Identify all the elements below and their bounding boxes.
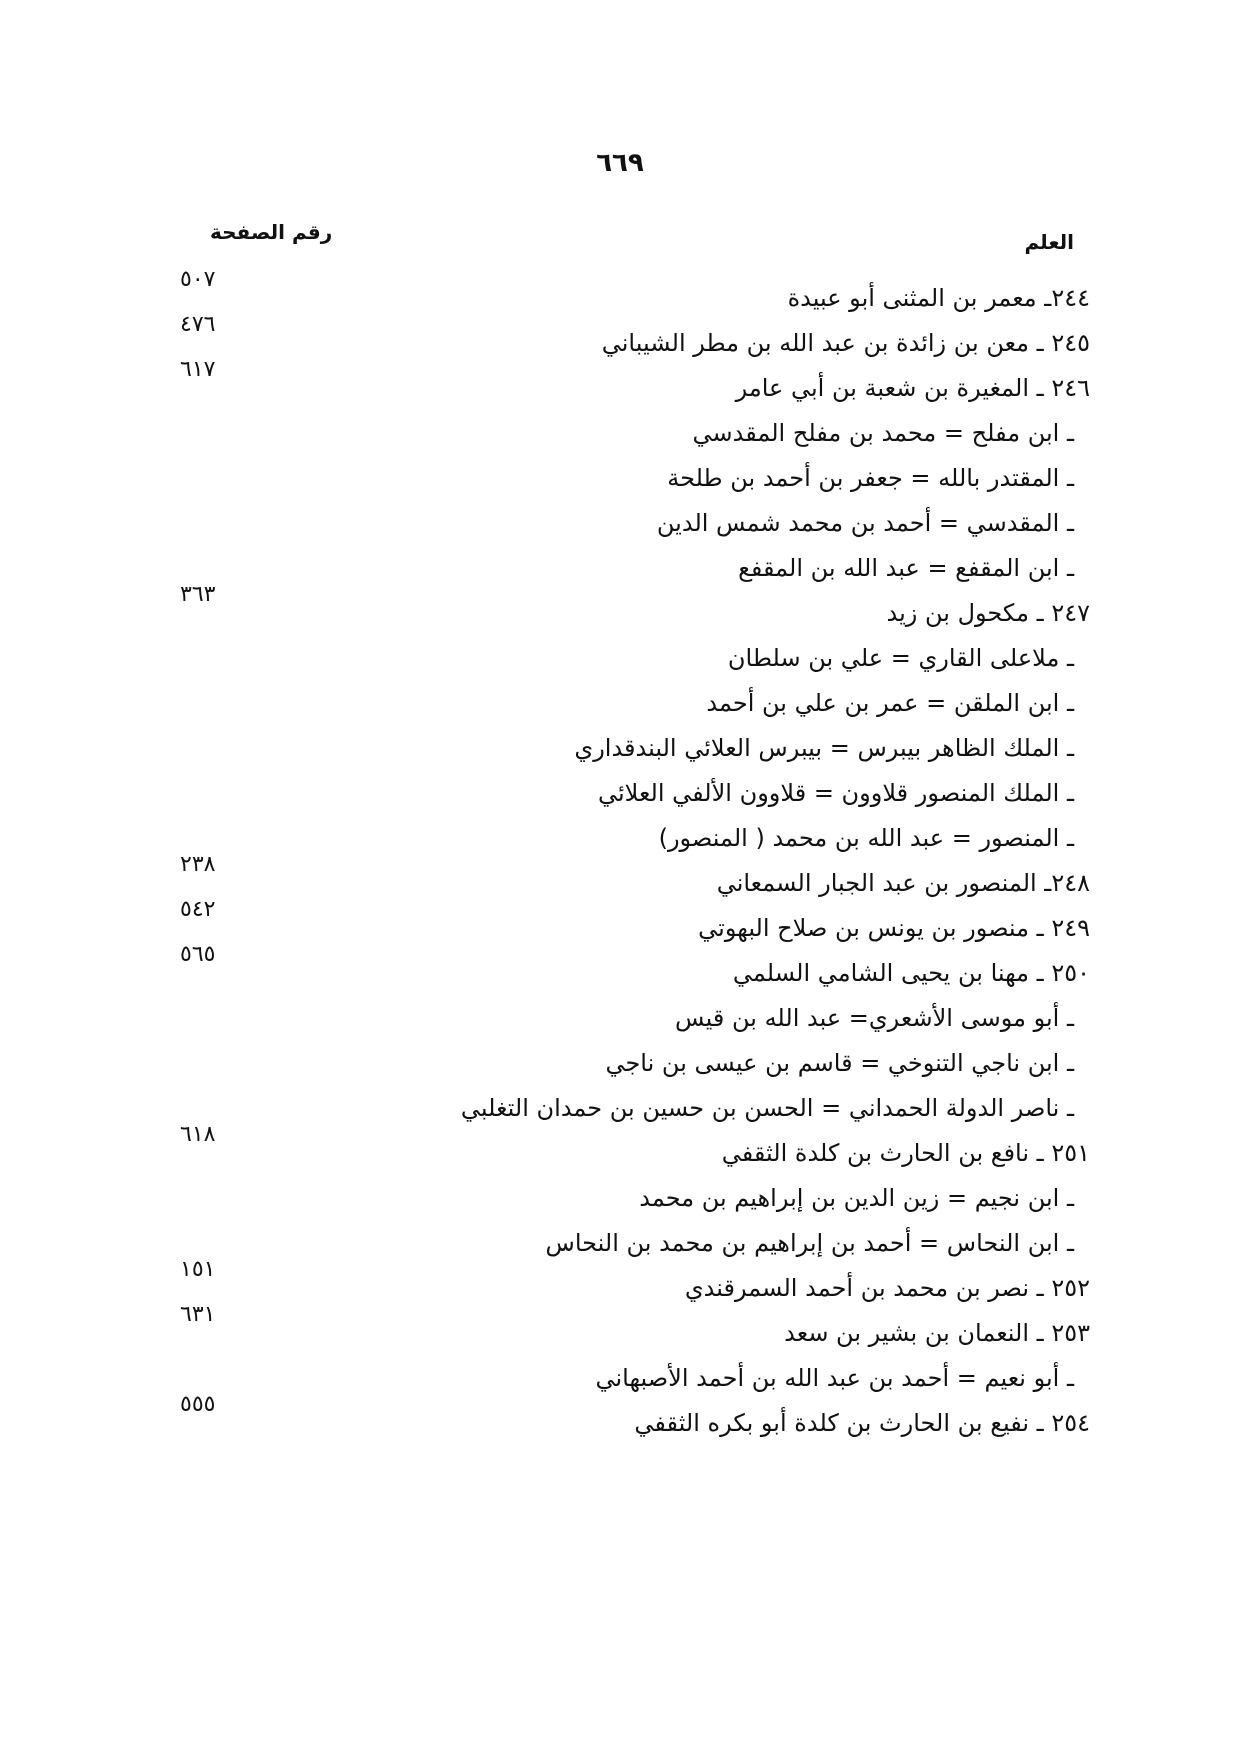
- cross-reference-entry: [150, 505, 1090, 550]
- entry-name: ـ الملك المنصور قلاوون = قلاوون الألفي العلائي: [597, 779, 1074, 807]
- entry-name: ٢٤٨ـ المنصور بن عبد الجبار السمعاني: [716, 869, 1090, 897]
- cross-reference-entry: [150, 820, 1090, 865]
- cross-reference-entry: [150, 685, 1090, 730]
- entry-name: ـ ابن نجيم = زين الدين بن إبراهيم بن محمد: [639, 1184, 1074, 1212]
- entry-name: ٢٥٢ ـ نصر بن محمد بن أحمد السمرقندي: [684, 1274, 1090, 1302]
- entry-page-number: ٥٤٢: [180, 897, 216, 922]
- index-entry: [150, 897, 1090, 955]
- entry-name: ـ المقدسي = أحمد بن محمد شمس الدين: [656, 509, 1074, 537]
- cross-reference-entry: [150, 550, 1090, 595]
- entry-name: ـ ابن مفلح = محمد بن مفلح المقدسي: [692, 419, 1074, 447]
- page-number: ٦٦٩: [596, 148, 644, 178]
- entry-page-number: ٣٦٣: [180, 582, 216, 607]
- entry-page-number: ٥٦٥: [180, 942, 216, 967]
- cross-reference-entry: [150, 460, 1090, 505]
- page-column-header: رقم الصفحة: [210, 220, 333, 244]
- cross-reference-entry: [150, 1180, 1090, 1225]
- name-column-header: العلم: [1024, 230, 1074, 254]
- entry-name: ـ الملك الظاهر بيبرس = بيبرس العلائي البندقداري: [574, 734, 1074, 762]
- index-entries-list: [150, 267, 1090, 1450]
- entry-name: ٢٥٣ ـ النعمان بن بشير بن سعد: [784, 1319, 1090, 1347]
- cross-reference-entry: [150, 1225, 1090, 1270]
- cross-reference-entry: [150, 1090, 1090, 1135]
- entry-page-number: ٥٠٧: [180, 267, 216, 292]
- index-entry: [150, 582, 1090, 640]
- cross-reference-entry: [150, 1000, 1090, 1045]
- index-entry: [150, 312, 1090, 370]
- cross-reference-entry: [150, 730, 1090, 775]
- index-entry: [150, 1392, 1090, 1450]
- index-entry: [150, 852, 1090, 910]
- entry-page-number: ٥٥٥: [180, 1392, 216, 1417]
- entry-name: ٢٤٥ ـ معن بن زائدة بن عبد الله بن مطر الشيباني: [601, 329, 1090, 357]
- entry-name: ـ أبو نعيم = أحمد بن عبد الله بن أحمد الأصبهاني: [595, 1364, 1074, 1392]
- entry-page-number: ٦١٧: [180, 357, 216, 382]
- cross-reference-entry: [150, 775, 1090, 820]
- cross-reference-entry: [150, 415, 1090, 460]
- index-entry: [150, 357, 1090, 415]
- entry-page-number: ٤٧٦: [180, 312, 216, 337]
- entry-page-number: ٦١٨: [180, 1122, 216, 1147]
- entry-page-number: ٦٣١: [180, 1302, 216, 1327]
- entry-name: ٢٥٤ ـ نفيع بن الحارث بن كلدة أبو بكره الثقفي: [634, 1409, 1090, 1437]
- entry-name: ـ ناصر الدولة الحمداني = الحسن بن حسين بن حمدان التغلبي: [460, 1094, 1074, 1122]
- index-entry: [150, 267, 1090, 325]
- entry-name: ٢٤٩ ـ منصور بن يونس بن صلاح البهوتي: [698, 914, 1090, 942]
- entry-name: ٢٤٧ ـ مكحول بن زيد: [886, 599, 1090, 627]
- entry-name: ـ ملاعلى القاري = علي بن سلطان: [727, 644, 1074, 672]
- entry-name: ـ ابن النحاس = أحمد بن إبراهيم بن محمد بن النحاس: [545, 1229, 1074, 1257]
- cross-reference-entry: [150, 1045, 1090, 1090]
- cross-reference-entry: [150, 1360, 1090, 1405]
- entry-name: ـ أبو موسى الأشعري= عبد الله بن قيس: [675, 1004, 1074, 1032]
- entry-name: ـ المقتدر بالله = جعفر بن أحمد بن طلحة: [667, 464, 1074, 492]
- entry-name: ـ ابن ناجي التنوخي = قاسم بن عيسى بن ناجي: [605, 1049, 1074, 1077]
- entry-page-number: ٢٣٨: [180, 852, 216, 877]
- entry-name: ـ المنصور = عبد الله بن محمد ( المنصور): [658, 824, 1074, 852]
- entry-name: ٢٥١ ـ نافع بن الحارث بن كلدة الثقفي: [721, 1139, 1090, 1167]
- cross-reference-entry: [150, 640, 1090, 685]
- index-entry: [150, 1122, 1090, 1180]
- entry-name: ـ ابن المقفع = عبد الله بن المقفع: [738, 554, 1074, 582]
- index-entry: [150, 1257, 1090, 1315]
- entry-name: ـ ابن الملقن = عمر بن علي بن أحمد: [706, 689, 1074, 717]
- entry-name: ٢٥٠ ـ مهنا بن يحيى الشامي السلمي: [732, 959, 1090, 987]
- index-entry: [150, 942, 1090, 1000]
- entry-name: ٢٤٦ ـ المغيرة بن شعبة بن أبي عامر: [735, 374, 1090, 402]
- index-entry: [150, 1302, 1090, 1360]
- entry-page-number: ١٥١: [180, 1257, 216, 1282]
- entry-name: ٢٤٤ـ معمر بن المثنى أبو عبيدة: [787, 284, 1090, 312]
